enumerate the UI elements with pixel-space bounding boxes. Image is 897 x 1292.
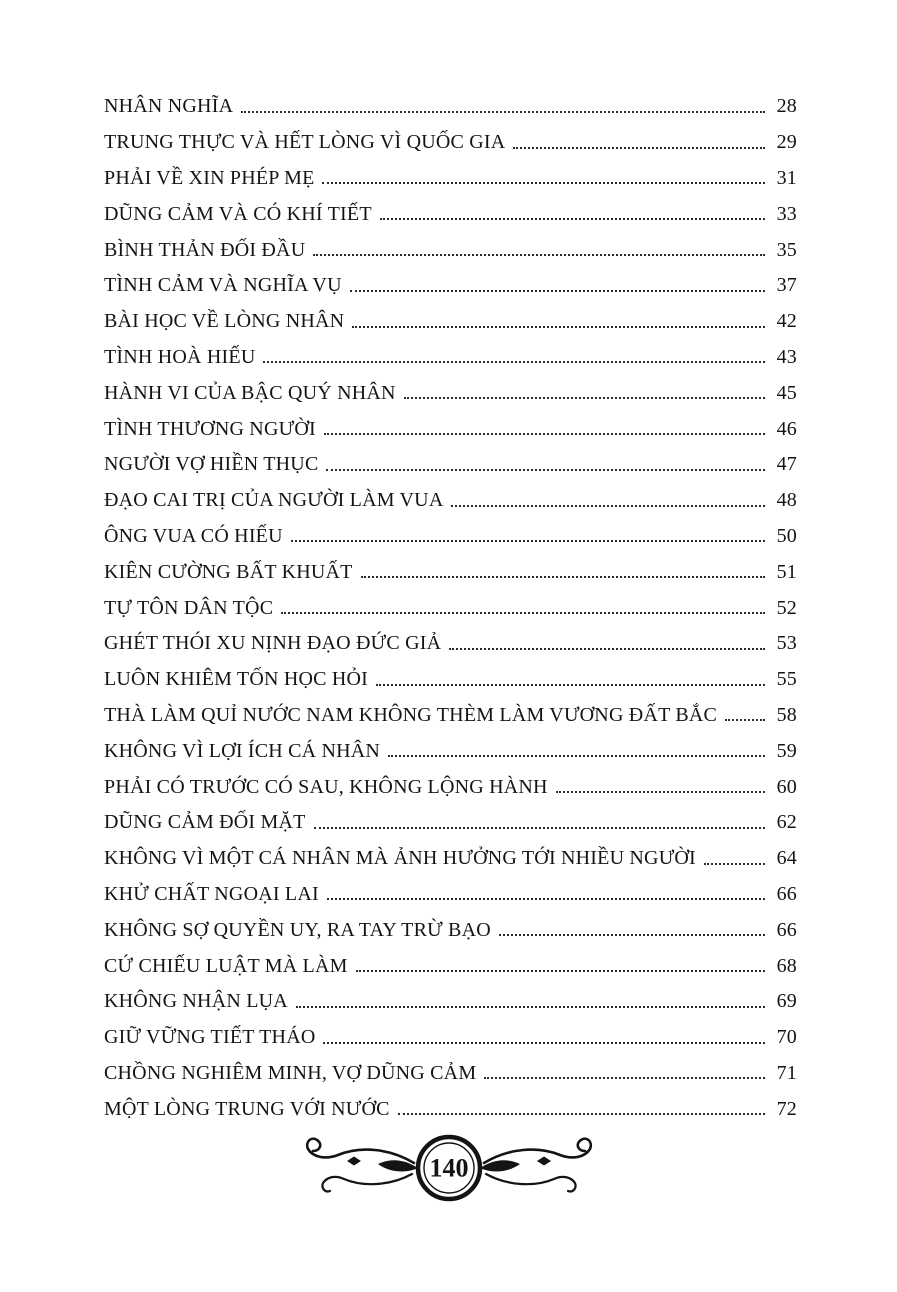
toc-row <box>104 125 797 161</box>
toc-entry-title: CỨ CHIẾU LUẬT MÀ LÀM <box>104 954 348 977</box>
toc-entry-title: BÌNH THẢN ĐỐI ĐẦU <box>104 238 306 261</box>
toc-entry-page-number: 64 <box>776 847 797 870</box>
dot-leader <box>352 326 765 328</box>
toc-entry-title: DŨNG CẢM VÀ CÓ KHÍ TIẾT <box>104 202 372 225</box>
dot-leader <box>361 576 765 578</box>
ornament-flourish-right <box>480 1139 591 1192</box>
toc-entry-page-number: 33 <box>776 202 797 225</box>
dot-leader <box>323 1042 765 1044</box>
table-of-contents <box>104 89 797 1127</box>
toc-row <box>104 626 797 662</box>
dot-leader <box>313 254 765 256</box>
dot-leader <box>327 898 765 900</box>
dot-leader <box>513 147 765 149</box>
toc-entry-title: TÌNH THƯƠNG NGƯỜI <box>104 417 316 440</box>
ornament-page-number: 140 <box>429 1153 468 1183</box>
toc-row <box>104 519 797 555</box>
toc-entry-page-number: 69 <box>776 990 797 1013</box>
dot-leader <box>499 934 765 936</box>
dot-leader <box>314 827 765 829</box>
toc-entry-page-number: 45 <box>776 381 797 404</box>
toc-row <box>104 841 797 877</box>
toc-entry-title: KHÔNG NHẬN LỤA <box>104 990 288 1013</box>
toc-row <box>104 769 797 805</box>
toc-entry-page-number: 72 <box>776 1097 797 1120</box>
toc-row <box>104 375 797 411</box>
toc-row <box>104 948 797 984</box>
toc-entry-title: KHÔNG SỢ QUYỀN UY, RA TAY TRỪ BẠO <box>104 918 491 941</box>
dot-leader <box>241 111 765 113</box>
toc-entry-page-number: 71 <box>776 1061 797 1084</box>
dot-leader <box>404 397 765 399</box>
toc-entry-title: TỰ TÔN DÂN TỘC <box>104 596 274 619</box>
dot-leader <box>296 1006 765 1008</box>
dot-leader <box>380 218 765 220</box>
toc-row <box>104 554 797 590</box>
toc-entry-page-number: 70 <box>776 1026 797 1049</box>
toc-entry-title: TRUNG THỰC VÀ HẾT LÒNG VÌ QUỐC GIA <box>104 131 506 154</box>
toc-entry-title: THÀ LÀM QUỈ NƯỚC NAM KHÔNG THÈM LÀM VƯƠNG ĐẤT BẮC <box>104 703 718 726</box>
toc-entry-page-number: 68 <box>776 954 797 977</box>
toc-entry-title: TÌNH CẢM VÀ NGHĨA VỤ <box>104 274 342 297</box>
toc-entry-title: ĐẠO CAI TRỊ CỦA NGƯỜI LÀM VUA <box>104 489 444 512</box>
toc-entry-title: DŨNG CẢM ĐỐI MẶT <box>104 811 306 834</box>
toc-entry-page-number: 35 <box>776 238 797 261</box>
dot-leader <box>326 469 765 471</box>
toc-entry-page-number: 37 <box>776 274 797 297</box>
dot-leader <box>350 290 765 292</box>
toc-entry-page-number: 46 <box>776 417 797 440</box>
dot-leader <box>291 540 765 542</box>
toc-entry-title: PHẢI CÓ TRƯỚC CÓ SAU, KHÔNG LỘNG HÀNH <box>104 775 548 798</box>
toc-row <box>104 340 797 376</box>
dot-leader <box>451 505 765 507</box>
ornament-graphic <box>294 1126 604 1210</box>
toc-entry-title: KHỬ CHẤT NGOẠI LAI <box>104 882 319 905</box>
toc-entry-page-number: 60 <box>776 775 797 798</box>
toc-entry-title: GHÉT THÓI XU NỊNH ĐẠO ĐỨC GIẢ <box>104 632 442 655</box>
dot-leader <box>281 612 765 614</box>
toc-entry-title: TÌNH HOÀ HIẾU <box>104 345 256 368</box>
toc-row <box>104 196 797 232</box>
toc-entry-page-number: 28 <box>776 95 797 118</box>
toc-row <box>104 805 797 841</box>
toc-row <box>104 698 797 734</box>
toc-entry-title: NGƯỜI VỢ HIỀN THỤC <box>104 453 319 476</box>
toc-entry-title: KHÔNG VÌ LỢI ÍCH CÁ NHÂN <box>104 739 381 762</box>
toc-entry-page-number: 31 <box>776 166 797 189</box>
toc-row <box>104 483 797 519</box>
toc-entry-title: KIÊN CƯỜNG BẤT KHUẤT <box>104 560 353 583</box>
toc-entry-page-number: 53 <box>776 632 797 655</box>
dot-leader <box>324 433 765 435</box>
page-number-ornament <box>294 1126 604 1210</box>
toc-row <box>104 232 797 268</box>
toc-entry-title: NHÂN NGHĨA <box>104 95 234 118</box>
toc-row <box>104 447 797 483</box>
toc-row <box>104 733 797 769</box>
toc-entry-title: HÀNH VI CỦA BẬC QUÝ NHÂN <box>104 381 396 404</box>
toc-row <box>104 590 797 626</box>
toc-row <box>104 1091 797 1127</box>
toc-entry-page-number: 58 <box>776 703 797 726</box>
toc-entry-page-number: 59 <box>776 739 797 762</box>
dot-leader <box>449 648 765 650</box>
toc-row <box>104 268 797 304</box>
toc-entry-page-number: 55 <box>776 668 797 691</box>
toc-entry-page-number: 29 <box>776 131 797 154</box>
toc-entry-page-number: 43 <box>776 345 797 368</box>
toc-entry-title: GIỮ VỮNG TIẾT THÁO <box>104 1026 316 1049</box>
toc-row <box>104 662 797 698</box>
toc-entry-title: BÀI HỌC VỀ LÒNG NHÂN <box>104 310 345 333</box>
toc-entry-title: KHÔNG VÌ MỘT CÁ NHÂN MÀ ẢNH HƯỞNG TỚI NHIỀU NGƯỜI <box>104 847 696 870</box>
toc-entry-page-number: 47 <box>776 453 797 476</box>
toc-entry-title: CHỒNG NGHIÊM MINH, VỢ DŨNG CẢM <box>104 1061 477 1084</box>
toc-entry-page-number: 50 <box>776 524 797 547</box>
dot-leader <box>725 719 765 721</box>
toc-row <box>104 1020 797 1056</box>
dot-leader <box>704 863 765 865</box>
toc-row <box>104 304 797 340</box>
dot-leader <box>484 1077 765 1079</box>
toc-row <box>104 161 797 197</box>
toc-row <box>104 912 797 948</box>
dot-leader <box>556 791 765 793</box>
dot-leader <box>376 684 765 686</box>
toc-entry-title: PHẢI VỀ XIN PHÉP MẸ <box>104 166 315 189</box>
toc-row <box>104 984 797 1020</box>
toc-entry-page-number: 48 <box>776 489 797 512</box>
toc-entry-page-number: 42 <box>776 310 797 333</box>
toc-row <box>104 1056 797 1092</box>
toc-entry-title: LUÔN KHIÊM TỐN HỌC HỎI <box>104 668 369 691</box>
dot-leader <box>388 755 765 757</box>
toc-entry-page-number: 66 <box>776 882 797 905</box>
toc-row <box>104 877 797 913</box>
toc-entry-title: ÔNG VUA CÓ HIẾU <box>104 524 283 547</box>
toc-entry-page-number: 52 <box>776 596 797 619</box>
dot-leader <box>356 970 765 972</box>
toc-entry-title: MỘT LÒNG TRUNG VỚI NƯỚC <box>104 1097 390 1120</box>
toc-row <box>104 89 797 125</box>
toc-entry-page-number: 51 <box>776 560 797 583</box>
dot-leader <box>398 1113 765 1115</box>
toc-entry-page-number: 66 <box>776 918 797 941</box>
dot-leader <box>263 361 765 363</box>
dot-leader <box>322 182 765 184</box>
toc-entry-page-number: 62 <box>776 811 797 834</box>
toc-row <box>104 411 797 447</box>
